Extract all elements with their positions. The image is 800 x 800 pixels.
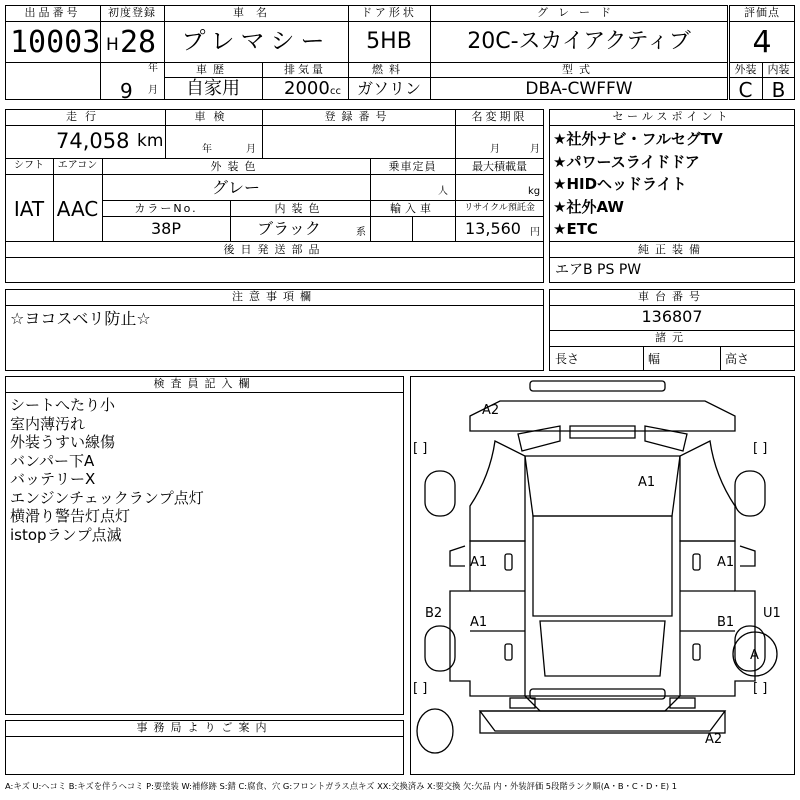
inspector-note: シートへたり小: [10, 396, 116, 414]
sales-points-list: [553, 128, 723, 241]
month-value: 9: [120, 79, 133, 103]
later-parts-label: 後日発送部品: [223, 243, 326, 256]
car-damage-diagram: [410, 376, 795, 775]
shift-value: IAT: [13, 197, 45, 221]
width-label: 幅: [648, 352, 661, 366]
left-rear-fender-mark: B2: [425, 606, 443, 621]
chassis-number-value: 136807: [641, 307, 703, 326]
inspector-notes: [10, 396, 204, 544]
exterior-grade-value: C: [738, 78, 753, 102]
car-name-label: 車名: [233, 6, 279, 19]
interior-grade-value: B: [771, 78, 786, 102]
history-value: 自家用: [186, 78, 240, 99]
mileage-value: 74,058: [56, 129, 130, 153]
caution-title: 注意事項欄: [232, 290, 317, 303]
right-rear-bracket: [ ]: [753, 681, 768, 696]
inspection-month-unit: 月: [246, 144, 256, 155]
fuel-value: ガソリン: [356, 79, 421, 98]
sales-point-item: ★社外AW: [553, 197, 624, 216]
exterior-grade-label: 外装: [734, 63, 757, 76]
ac-label: エアコン: [57, 160, 98, 171]
right-rear-door-mark: B1: [717, 615, 735, 630]
year-unit: 年: [148, 63, 158, 74]
person-unit: 人: [438, 186, 448, 197]
inspector-note: 外装うすい線傷: [10, 433, 116, 451]
fuel-label: 燃料: [372, 63, 406, 76]
interior-color-label: 内装色: [274, 202, 326, 215]
inspector-note: バンパー下A: [10, 451, 95, 470]
exterior-color-value: グレー: [211, 178, 260, 197]
grade-value: 20C-スカイアクティブ: [467, 29, 691, 54]
interior-color-value: ブラック: [257, 219, 321, 238]
title-deadline-label: 名変期限: [471, 110, 528, 123]
inspector-note: istopランプ点滅: [10, 525, 122, 544]
sales-point-item: ★HIDヘッドライト: [553, 175, 687, 193]
score-label: 評価点: [744, 6, 780, 19]
history-label: 車歴: [196, 63, 230, 76]
front-bumper-mark: A2: [482, 403, 500, 418]
month-unit: 月: [148, 85, 158, 96]
displacement-label: 排気量: [284, 63, 326, 76]
door-type-label: ドア形状: [361, 6, 417, 19]
door-type-value: 5HB: [366, 29, 412, 54]
color-number-label: カラーNo.: [134, 202, 198, 215]
sales-point-item: ★ETC: [553, 220, 598, 238]
inspector-title: 検査員記入欄: [153, 377, 256, 390]
inspector-note: 室内薄汚れ: [10, 414, 86, 433]
year-value: 28: [120, 25, 157, 60]
deadline-month-unit: 月: [490, 144, 500, 155]
equipment-title: 純正装備: [638, 243, 706, 256]
yen-unit: 円: [530, 227, 540, 238]
inspection-year-unit: 年: [202, 144, 212, 155]
deadline-day-unit: 月: [530, 144, 540, 155]
damage-legend: A:キズ U:ヘコミ B:キズを伴うヘコミ P:要塗装 W:補修跡 S:錆 C:腐食、穴 G:フロントガラス点キズ XX:交換済み X:要交換 欠:欠品 内・外装評価 5段階ランク順(A・B・C・D・E) 1: [5, 781, 678, 791]
car-name-value: プレマシー: [181, 27, 331, 55]
exterior-color-label: 外装色: [210, 160, 262, 173]
lot-number-label: 出品番号: [24, 6, 81, 19]
sales-point-item: ★社外ナビ・フルセグTV: [553, 130, 723, 148]
era-value: H: [106, 35, 119, 55]
hood-mark: A1: [638, 475, 656, 490]
left-front-bracket: [ ]: [413, 441, 428, 456]
registration-number-label: 登録番号: [324, 110, 393, 123]
first-registration-label: 初度登録: [108, 6, 156, 19]
sales-point-item: ★パワースライドドア: [553, 152, 700, 171]
specs-title: 諸元: [655, 331, 689, 344]
sales-points-title: セールスポイント: [612, 110, 732, 123]
cc-unit: cc: [330, 86, 341, 97]
left-rear-door-mark: A1: [470, 615, 488, 630]
interior-grade-label: 内装: [767, 63, 790, 76]
right-rear-fender-mark: U1: [763, 606, 781, 621]
left-front-door-mark: A1: [470, 555, 488, 570]
rear-bumper-mark: A2: [705, 732, 723, 747]
office-title: 事務局よりご案内: [136, 721, 273, 734]
lot-number-value: 10003: [10, 25, 101, 60]
inspection-label: 車検: [194, 110, 233, 123]
left-rear-bracket: [ ]: [413, 681, 428, 696]
recycle-fee-label: リサイクル預託金: [464, 203, 535, 213]
mileage-label: 走行: [66, 110, 104, 123]
type-unit: 系: [356, 227, 366, 238]
caution-value: ☆ヨコスベリ防止☆: [10, 309, 151, 328]
height-label: 高さ: [725, 352, 750, 366]
model-code-label: 型式: [562, 63, 596, 76]
right-front-door-mark: A1: [717, 555, 735, 570]
score-value: 4: [752, 25, 772, 60]
recycle-fee-value: 13,560: [465, 219, 521, 238]
right-front-bracket: [ ]: [753, 441, 768, 456]
import-label: 輸入車: [390, 202, 435, 215]
kg-unit: kg: [528, 186, 541, 197]
length-label: 長さ: [555, 352, 580, 366]
shift-label: シフト: [14, 160, 44, 171]
right-rear-wheel-mark: A: [750, 648, 759, 663]
inspector-note: 横滑り警告灯点灯: [10, 507, 131, 525]
inspector-note: バッテリーX: [10, 470, 96, 488]
km-unit: km: [137, 131, 164, 151]
inspector-note: エンジンチェックランプ点灯: [10, 488, 204, 507]
grade-label: グレード: [537, 6, 621, 19]
displacement-value: 2000: [284, 78, 330, 99]
capacity-label: 乗車定員: [388, 160, 437, 173]
max-load-label: 最大積載量: [472, 160, 527, 173]
model-code-value: DBA-CWFFW: [525, 79, 633, 99]
chassis-title: 車台番号: [638, 290, 706, 303]
equipment-value: エアB PS PW: [555, 262, 642, 278]
ac-value: AAC: [56, 197, 99, 221]
color-number-value: 38P: [150, 219, 181, 238]
